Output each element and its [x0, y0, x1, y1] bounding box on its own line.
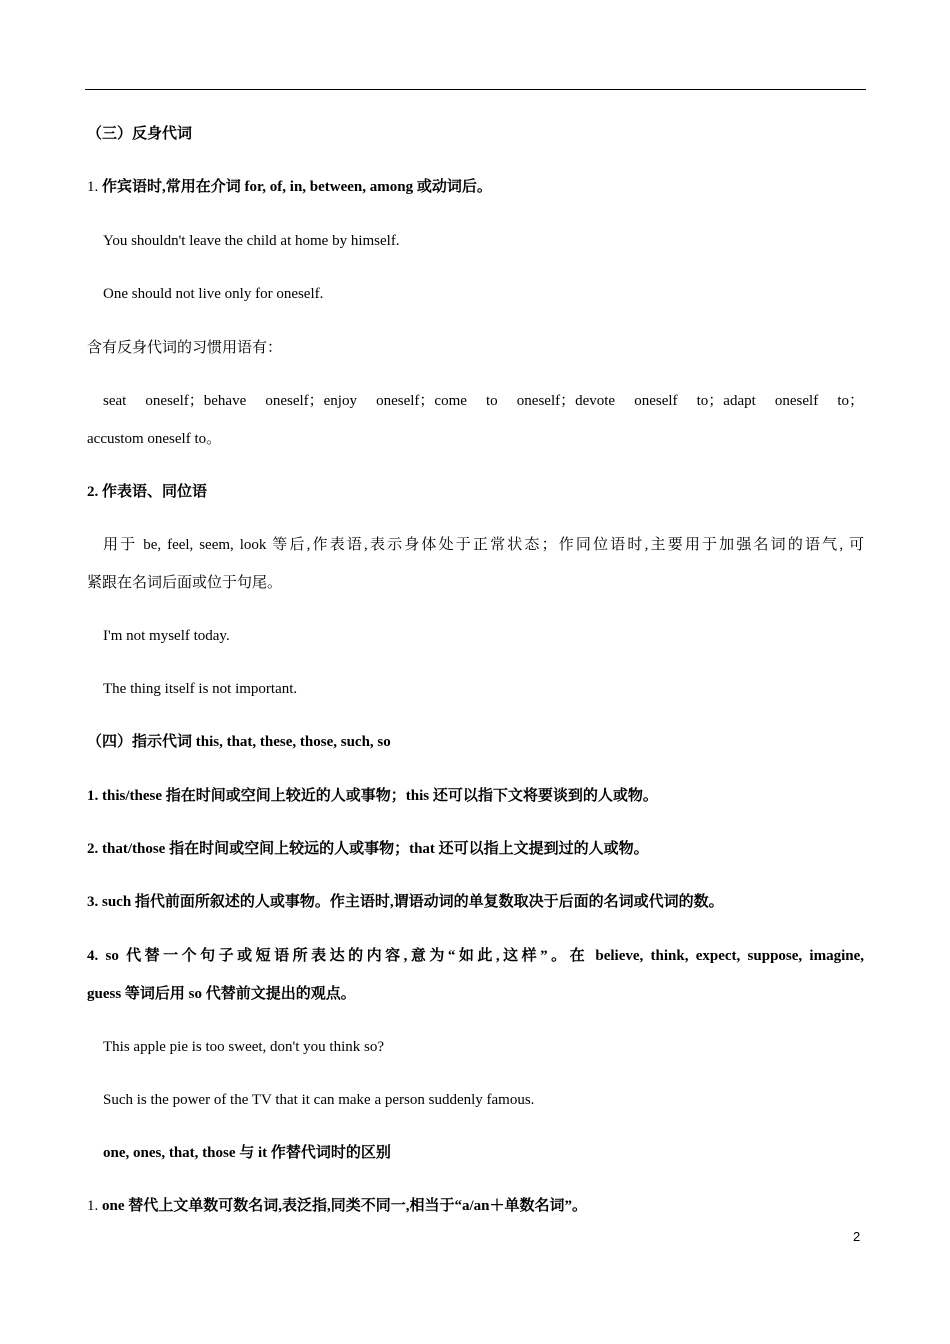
point-text: one 替代上文单数可数名词,表泛指,同类不同一,相当于“a/an＋单数名词”。 [102, 1198, 588, 1214]
point-1-one [87, 1196, 864, 1216]
explanation-line: 紧跟在名词后面或位于句尾。 [87, 575, 283, 591]
point-that-those: 2. that/those 指在时间或空间上较远的人或事物；that 还可以指上文提到过的人或物。 [87, 841, 649, 857]
point-2-predicative-appositive: 2. 作表语、同位语 [87, 484, 208, 500]
example-sentence: You shouldn't leave the child at home by himself. [103, 233, 400, 249]
subheading-substitutes: one, ones, that, those 与 it 作替代词时的区别 [103, 1145, 391, 1161]
point-this-these: 1. this/these 指在时间或空间上较近的人或事物；this 还可以指下文将要谈到的人或物。 [87, 788, 658, 804]
example-sentence: Such is the power of the TV that it can make a person suddenly famous. [103, 1092, 535, 1108]
point-such: 3. such 指代前面所叙述的人或事物。作主语时,谓语动词的单复数取决于后面的名词或代词的数。 [87, 894, 724, 910]
point-text: 作宾语时,常用在介词 for, of, in, between, among 或动词后。 [102, 179, 492, 195]
example-sentence: One should not live only for oneself. [103, 286, 324, 302]
point-1-reflexive-object [87, 177, 864, 197]
idioms-list-line: seat oneself；behave oneself；enjoy oneself；come to oneself；devote oneself to；adapt oneself to； [103, 393, 864, 409]
explanation-line: 用于 be, feel, seem, look 等后,作表语,表示身体处于正常状态；作同位语时,主要用于加强名词的语气, 可 [103, 537, 864, 553]
example-sentence: I'm not myself today. [103, 628, 230, 644]
point-number: 1. [87, 1198, 102, 1214]
example-sentence: This apple pie is too sweet, don't you think so? [103, 1039, 385, 1055]
point-so-continued: guess 等词后用 so 代替前文提出的观点。 [87, 986, 356, 1002]
page-number: 2 [853, 1229, 861, 1244]
idioms-intro: 含有反身代词的习惯用语有： [87, 340, 283, 356]
idioms-list-line: accustom oneself to。 [87, 431, 222, 447]
example-sentence: The thing itself is not important. [103, 681, 298, 697]
point-so: 4. so 代替一个句子或短语所表达的内容,意为“如此,这样”。在 believe, think, expect, suppose, imagine, [87, 948, 864, 964]
point-number: 1. [87, 179, 102, 195]
section-heading-reflexive: （三）反身代词 [87, 126, 193, 142]
header-rule [85, 89, 866, 90]
section-heading-demonstrative: （四）指示代词 this, that, these, those, such, so [87, 734, 391, 750]
